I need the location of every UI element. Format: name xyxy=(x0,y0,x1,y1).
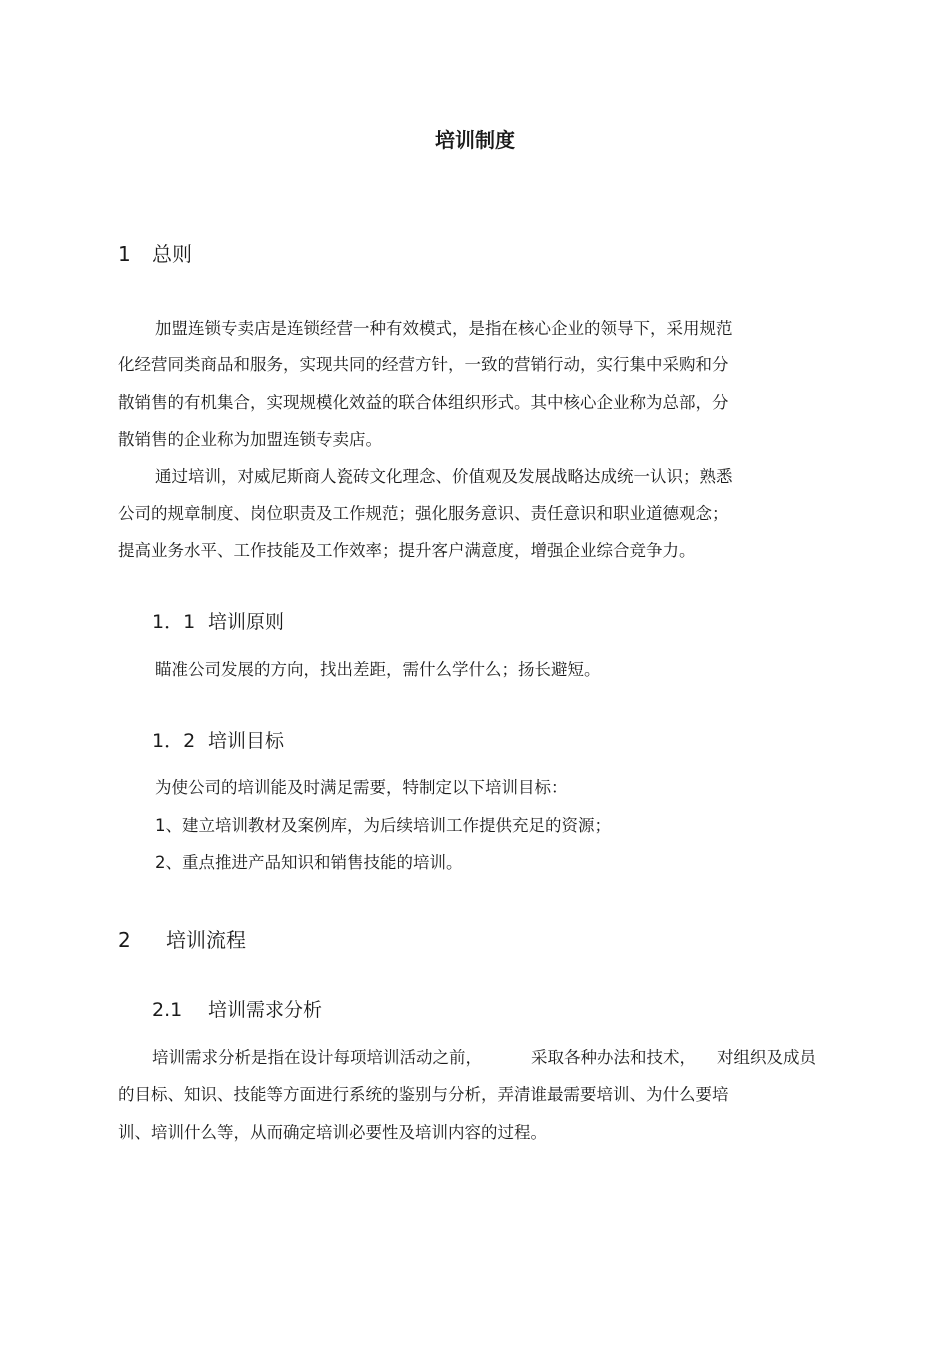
subsection-1-2-number: 1．2 xyxy=(152,730,196,752)
subsection-2-1-line-1b: 采取各种办法和技术， xyxy=(531,1048,696,1067)
subsection-2-1-line-1a: 培训需求分析是指在设计每项培训活动之前， xyxy=(152,1048,482,1067)
section-1-heading xyxy=(118,238,192,267)
subsection-1-1-number: 1．1 xyxy=(152,611,196,633)
subsection-1-1-title: 培训原则 xyxy=(208,611,285,633)
subsection-1-2-title: 培训目标 xyxy=(208,730,285,752)
section-1-para1-line-1: 加盟连锁专卖店是连锁经营一种有效模式，是指在核心企业的领导下，采用规范 xyxy=(155,319,733,338)
section-1-para2-line-2: 公司的规章制度、岗位职责及工作规范；强化服务意识、责任意识和职业道德观念； xyxy=(118,504,729,523)
section-2-number: 2 xyxy=(118,928,131,952)
subsection-2-1-line-1c: 对组织及成员 xyxy=(717,1048,816,1067)
section-2-heading xyxy=(118,924,246,953)
subsection-1-2-line-1: 为使公司的培训能及时满足需要，特制定以下培训目标： xyxy=(155,778,568,797)
subsection-2-1-line-2: 的目标、知识、技能等方面进行系统的鉴别与分析，弄清谁最需要培训、为什么要培 xyxy=(118,1085,729,1104)
section-1-para2-line-1: 通过培训，对威尼斯商人瓷砖文化理念、价值观及发展战略达成统一认识；熟悉 xyxy=(155,467,733,486)
subsection-2-1-heading xyxy=(152,995,322,1022)
subsection-1-1-text: 瞄准公司发展的方向，找出差距，需什么学什么；扬长避短。 xyxy=(155,660,601,679)
subsection-2-1-title: 培训需求分析 xyxy=(208,999,323,1021)
subsection-1-2-heading xyxy=(152,726,284,753)
document-title: 培训制度 xyxy=(435,128,515,152)
section-1-para1-line-2: 化经营同类商品和服务，实现共同的经营方针，一致的营销行动，实行集中采购和分 xyxy=(118,355,729,374)
section-2-title: 培训流程 xyxy=(166,928,246,952)
section-1-para1-line-3: 散销售的有机集合，实现规模化效益的联合体组织形式。其中核心企业称为总部，分 xyxy=(118,393,729,412)
section-1-number: 1 xyxy=(118,242,131,266)
subsection-1-2-line-3: 2、重点推进产品知识和销售技能的培训。 xyxy=(155,853,463,872)
subsection-1-1-heading xyxy=(152,607,284,634)
section-1-para1-line-4: 散销售的企业称为加盟连锁专卖店。 xyxy=(118,430,382,449)
section-1-para2-line-3: 提高业务水平、工作技能及工作效率；提升客户满意度，增强企业综合竞争力。 xyxy=(118,541,696,560)
subsection-1-2-line-2: 1、建立培训教材及案例库，为后续培训工作提供充足的资源； xyxy=(155,816,611,835)
section-1-title: 总则 xyxy=(152,242,192,266)
subsection-2-1-line-3: 训、培训什么等，从而确定培训必要性及培训内容的过程。 xyxy=(118,1123,547,1142)
subsection-2-1-number: 2.1 xyxy=(152,999,183,1021)
